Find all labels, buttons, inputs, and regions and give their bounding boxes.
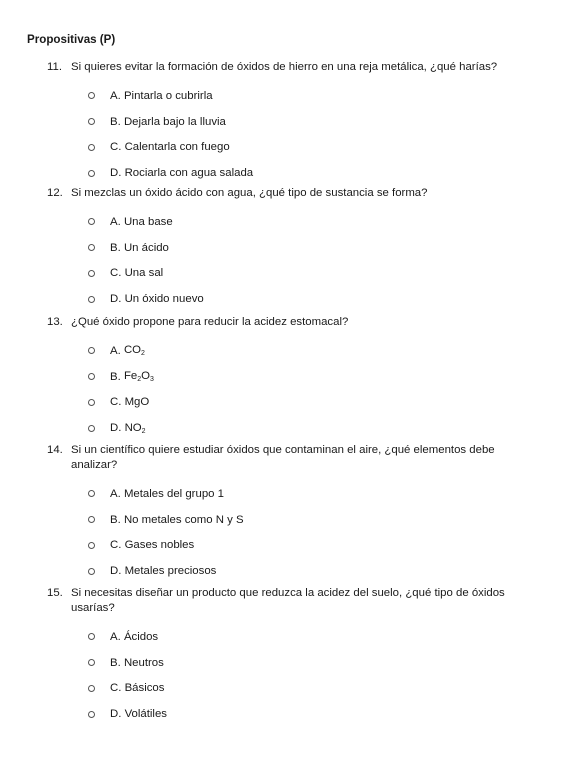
radio-circle-icon[interactable] [88, 568, 95, 575]
option-item[interactable] [88, 286, 517, 312]
radio-circle-icon[interactable] [88, 118, 95, 125]
option-letter: B. [110, 115, 124, 128]
options-list [47, 481, 517, 584]
option-letter: D. [110, 422, 125, 435]
question-body: Si un científico quiere estudiar óxidos que contaminan el aire, ¿qué elementos debe analizar? [71, 444, 495, 471]
question-number: 15. [47, 587, 63, 599]
question-number: 13. [47, 316, 63, 328]
option-text: Básicos [124, 682, 165, 695]
option-text: Neutros [123, 656, 164, 669]
option-text: No metales como N y S [123, 513, 244, 526]
option-text: Pintarla o cubrirla [123, 89, 213, 102]
option-text: $CO_2$ [123, 344, 145, 358]
radio-circle-icon[interactable] [88, 170, 95, 177]
question-block [47, 186, 517, 312]
options-list [47, 624, 517, 727]
option-text: Dejarla bajo la lluvia [123, 115, 226, 128]
option-item[interactable] [88, 533, 517, 559]
formula-subscript: 2 [137, 376, 142, 384]
option-letter: D. [110, 293, 125, 306]
option-item[interactable] [88, 109, 517, 135]
radio-circle-icon[interactable] [88, 490, 95, 497]
option-item[interactable] [88, 701, 517, 727]
option-item[interactable] [88, 160, 517, 186]
option-letter: A. [110, 630, 124, 643]
option-text: Calentarla con fuego [124, 141, 230, 154]
question-number: 12. [47, 187, 63, 199]
radio-circle-icon[interactable] [88, 542, 95, 549]
question-body: Si necesitas diseñar un producto que reduzca la acidez del suelo, ¿qué tipo de óxidos usarías? [71, 587, 505, 614]
option-text: $Fe_2O_3$ [123, 370, 154, 384]
radio-circle-icon[interactable] [88, 347, 95, 354]
option-text: Un óxido nuevo [124, 293, 204, 306]
option-letter: A. [110, 215, 124, 228]
radio-circle-icon[interactable] [88, 296, 95, 303]
question-text [47, 315, 517, 330]
radio-circle-icon[interactable] [88, 144, 95, 151]
question-number: 14. [47, 444, 63, 456]
option-letter: D. [110, 708, 125, 721]
option-text: Gases nobles [124, 539, 195, 552]
option-text: Metales del grupo 1 [123, 487, 224, 500]
question-text [47, 586, 517, 616]
option-item[interactable] [88, 558, 517, 584]
option-text: Un ácido [123, 241, 169, 254]
option-letter: C. [110, 682, 125, 695]
option-item[interactable] [88, 676, 517, 702]
option-letter: C. [110, 396, 125, 409]
radio-circle-icon[interactable] [88, 711, 95, 718]
radio-circle-icon[interactable] [88, 659, 95, 666]
option-item[interactable] [88, 338, 517, 364]
radio-circle-icon[interactable] [88, 633, 95, 640]
option-item[interactable] [88, 390, 517, 416]
option-item[interactable] [88, 261, 517, 287]
question-block [47, 315, 517, 441]
option-item[interactable] [88, 83, 517, 109]
option-text: Rociarla con agua salada [124, 167, 254, 180]
question-text [47, 60, 517, 75]
option-text: Volátiles [124, 708, 167, 721]
option-item[interactable] [88, 135, 517, 161]
question-text [47, 443, 517, 473]
radio-circle-icon[interactable] [88, 270, 95, 277]
option-text: Una base [123, 215, 173, 228]
question-block [47, 443, 517, 584]
option-text: Ácidos [123, 630, 159, 643]
section-heading: Propositivas (P) [27, 33, 116, 46]
radio-circle-icon[interactable] [88, 218, 95, 225]
formula-subscript: 2 [141, 427, 146, 435]
question-body: ¿Qué óxido propone para reducir la acidez estomacal? [71, 316, 349, 328]
formula-subscript: 3 [150, 376, 154, 384]
option-letter: A. [110, 344, 124, 357]
option-letter: B. [110, 513, 124, 526]
question-number: 11. [47, 61, 62, 73]
option-item[interactable] [88, 650, 517, 676]
question-text [47, 186, 517, 201]
option-item[interactable] [88, 624, 517, 650]
option-letter: C. [110, 539, 125, 552]
radio-circle-icon[interactable] [88, 399, 95, 406]
question-body: Si quieres evitar la formación de óxidos de hierro en una reja metálica, ¿qué harías? [71, 61, 498, 73]
option-letter: D. [110, 167, 125, 180]
option-letter: C. [110, 141, 125, 154]
radio-circle-icon[interactable] [88, 244, 95, 251]
option-text: MgO [124, 396, 150, 409]
options-list [47, 209, 517, 312]
option-letter: A. [110, 89, 124, 102]
options-list [47, 83, 517, 186]
option-letter: B. [110, 370, 124, 383]
option-text: Metales preciosos [124, 565, 217, 578]
option-item[interactable] [88, 235, 517, 261]
option-text: Una sal [124, 267, 164, 280]
option-letter: B. [110, 656, 124, 669]
option-item[interactable] [88, 507, 517, 533]
options-list [47, 338, 517, 441]
formula-subscript: 2 [141, 350, 145, 358]
option-text: $NO_2$ [124, 421, 146, 435]
radio-circle-icon[interactable] [88, 92, 95, 99]
radio-circle-icon[interactable] [88, 516, 95, 523]
option-letter: B. [110, 241, 124, 254]
radio-circle-icon[interactable] [88, 425, 95, 432]
option-letter: A. [110, 487, 124, 500]
question-block [47, 60, 517, 186]
radio-circle-icon[interactable] [88, 373, 95, 380]
question-block [47, 586, 517, 727]
option-letter: D. [110, 565, 125, 578]
option-letter: C. [110, 267, 125, 280]
radio-circle-icon[interactable] [88, 685, 95, 692]
option-item[interactable] [88, 415, 517, 441]
option-item[interactable] [88, 481, 517, 507]
question-body: Si mezclas un óxido ácido con agua, ¿qué tipo de sustancia se forma? [71, 187, 428, 199]
option-item[interactable] [88, 364, 517, 390]
option-item[interactable] [88, 209, 517, 235]
